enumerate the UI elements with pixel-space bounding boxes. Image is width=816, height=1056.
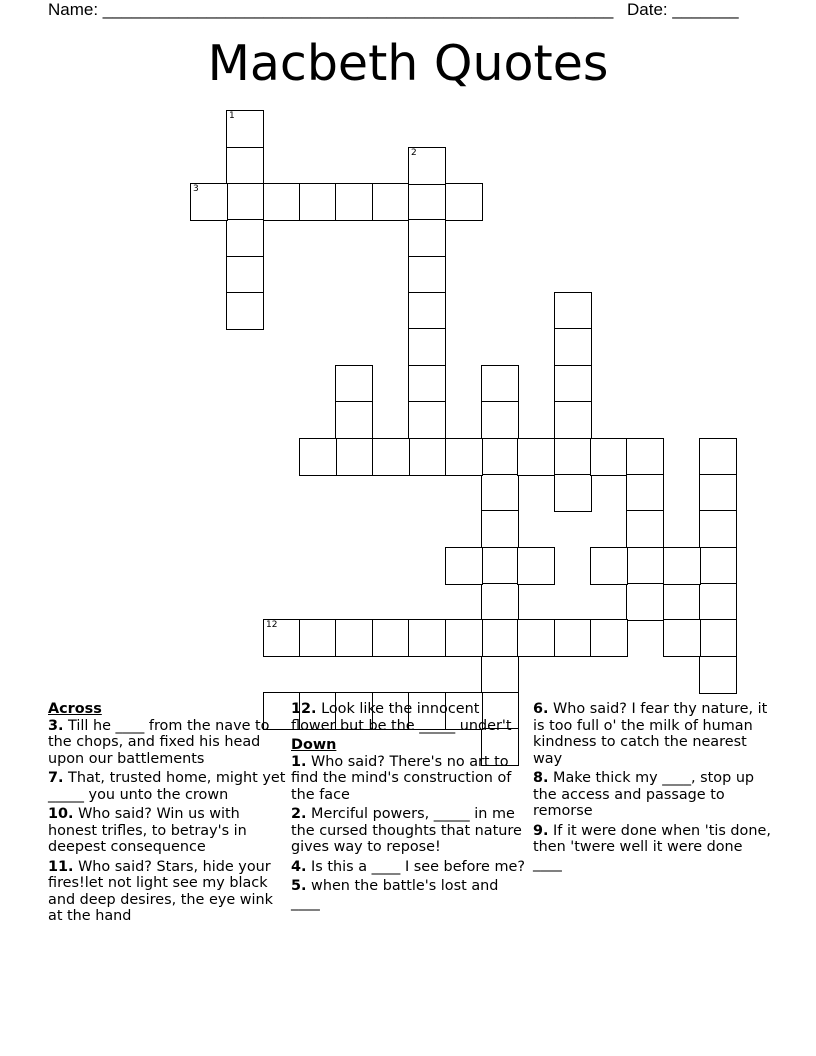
grid-cell <box>408 183 446 221</box>
name-field-label: Name: ______________________________________________________ <box>48 0 614 19</box>
grid-cell <box>263 183 301 221</box>
clue-text: Merciful powers, _____ in me the cursed thoughts that nature gives way to repose! <box>291 806 522 855</box>
clue-number: 1 <box>229 111 235 121</box>
grid-cell <box>663 547 701 585</box>
grid-cell <box>554 619 592 657</box>
clue-text: That, trusted home, might yet _____ you unto the crown <box>48 770 286 803</box>
grid-cell <box>554 292 592 330</box>
grid-cell <box>554 328 592 366</box>
grid-cell <box>299 619 337 657</box>
grid-cell <box>445 438 483 476</box>
page-title: Macbeth Quotes <box>207 35 609 92</box>
grid-cell <box>481 547 519 585</box>
grid-cell <box>372 619 410 657</box>
grid-cell <box>626 547 664 585</box>
grid-cell <box>481 619 519 657</box>
grid-cell <box>517 438 555 476</box>
clue-num: 12. <box>291 701 317 717</box>
grid-cell <box>481 365 519 403</box>
grid-cell <box>481 583 519 621</box>
grid-cell <box>408 147 446 185</box>
grid-cell <box>299 438 337 476</box>
grid-cell <box>481 438 519 476</box>
grid-cell <box>481 510 519 548</box>
grid-cell <box>335 365 373 403</box>
clue-item <box>48 859 286 925</box>
grid-cell <box>699 510 737 548</box>
grid-cell <box>335 619 373 657</box>
clue-item <box>48 806 286 856</box>
grid-cell <box>372 438 410 476</box>
grid-cell <box>699 656 737 694</box>
clue-item <box>533 770 773 820</box>
grid-cell <box>554 438 592 476</box>
clues-column-1 <box>48 701 286 928</box>
grid-cell <box>190 183 228 221</box>
grid-cell <box>626 438 664 476</box>
grid-cell <box>699 474 737 512</box>
clue-text: Till he ____ from the nave to the chops, and fixed his head upon our battlements <box>48 717 270 767</box>
grid-cell <box>408 401 446 439</box>
grid-cell <box>226 219 264 257</box>
clue-item <box>48 770 286 803</box>
clue-num: 6. <box>533 701 549 717</box>
grid-cell <box>226 256 264 294</box>
grid-cell <box>408 619 446 657</box>
grid-cell <box>517 547 555 585</box>
clue-item <box>291 806 525 856</box>
grid-cell <box>445 619 483 657</box>
grid-cell <box>408 219 446 257</box>
clue-item <box>48 718 286 768</box>
grid-cell <box>481 401 519 439</box>
clues-column-2 <box>291 701 525 914</box>
grid-cell <box>226 292 264 330</box>
grid-cell <box>699 547 737 585</box>
grid-cell <box>699 583 737 621</box>
grid-cell <box>554 474 592 512</box>
clue-text: when the battle's lost and ____ <box>291 878 499 911</box>
clue-num: 5. <box>291 878 307 894</box>
grid-cell <box>554 401 592 439</box>
grid-cell <box>408 256 446 294</box>
clue-text: Who said? There's no art to find the mind's construction of the face <box>291 753 512 803</box>
clue-item <box>533 701 773 767</box>
clue-number: 12 <box>266 620 278 630</box>
grid-cell <box>445 183 483 221</box>
clue-text: Look like the innocent flower but be the _____ under't <box>291 701 512 734</box>
grid-cell <box>626 474 664 512</box>
grid-cell <box>663 619 701 657</box>
grid-cell <box>590 438 628 476</box>
clue-num: 4. <box>291 858 307 875</box>
clue-num: 3. <box>48 717 64 734</box>
clues-column-3 <box>533 701 773 875</box>
clue-text: If it were done when 'tis done, then 'twere well it were done ____ <box>533 822 771 872</box>
clue-text: Who said? Win us with honest trifles, to betray's in deepest consequence <box>48 806 247 855</box>
grid-cell <box>626 583 664 621</box>
grid-cell <box>408 292 446 330</box>
clue-num: 11. <box>48 858 74 875</box>
date-field-label: Date: _______ <box>627 0 739 19</box>
grid-cell <box>699 619 737 657</box>
grid-cell <box>481 474 519 512</box>
grid-cell <box>335 438 373 476</box>
grid-cell <box>408 365 446 403</box>
clue-text: Make thick my ____, stop up the access and passage to remorse <box>533 770 755 819</box>
grid-cell <box>226 183 264 221</box>
clue-number: 3 <box>193 184 199 194</box>
clue-text: Who said? I fear thy nature, it is too full o' the milk of human kindness to catch the nearest way <box>533 701 768 767</box>
clue-num: 1. <box>291 753 307 770</box>
grid-cell <box>626 510 664 548</box>
grid-cell <box>226 147 264 185</box>
grid-cell <box>335 401 373 439</box>
clue-num: 2. <box>291 806 307 822</box>
grid-cell <box>554 365 592 403</box>
grid-cell <box>699 438 737 476</box>
clue-num: 10. <box>48 806 74 822</box>
grid-cell <box>408 438 446 476</box>
grid-cell <box>445 547 483 585</box>
clue-item <box>291 701 525 734</box>
grid-cell <box>408 328 446 366</box>
grid-cell <box>299 183 337 221</box>
clue-num: 8. <box>533 770 549 786</box>
grid-cell <box>481 656 519 694</box>
across-heading: Across <box>48 701 102 717</box>
grid-cell <box>590 547 628 585</box>
clue-item <box>533 823 773 873</box>
clue-number: 2 <box>411 148 417 158</box>
clue-num: 9. <box>533 822 549 839</box>
grid-cell <box>372 183 410 221</box>
grid-cell <box>590 619 628 657</box>
clue-item <box>291 878 525 911</box>
grid-cell <box>226 110 264 148</box>
clue-text: Is this a ____ I see before me? <box>306 858 525 875</box>
clue-text: Who said? Stars, hide your fires!let not light see my black and deep desires, the eye wink at the hand <box>48 858 273 924</box>
clue-item <box>291 754 525 804</box>
grid-cell <box>263 619 301 657</box>
clue-num: 7. <box>48 770 64 786</box>
down-heading: Down <box>291 737 337 753</box>
clue-item <box>291 859 525 876</box>
grid-cell <box>517 619 555 657</box>
grid-cell <box>335 183 373 221</box>
